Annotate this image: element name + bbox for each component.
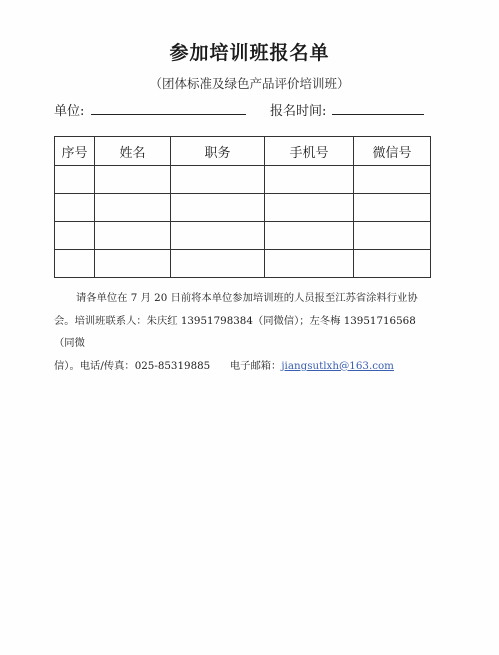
table-row [55, 222, 431, 250]
header-name: 姓名 [95, 137, 171, 166]
serial-number-cell[interactable] [55, 250, 95, 278]
serial-number-cell[interactable] [55, 166, 95, 194]
unit-label: 单位: [54, 104, 85, 119]
wechat-cell[interactable] [354, 222, 431, 250]
serial-number-cell[interactable] [55, 194, 95, 222]
table-header-row [55, 137, 431, 166]
mobile-cell[interactable] [265, 222, 354, 250]
notice-line-phone-email [54, 355, 432, 378]
form-title: 参加培训班报名单 [169, 42, 330, 64]
wechat-cell[interactable] [354, 194, 431, 222]
name-cell[interactable] [95, 194, 171, 222]
registration-time-label: 报名时间: [270, 104, 327, 119]
header-wechat-id: 微信号 [354, 137, 431, 166]
table-row [55, 194, 431, 222]
email-link[interactable]: jiangsutlxh@163.com [281, 359, 394, 372]
phone-fax-text: 信）。电话/传真：025-85319885 电子邮箱： [54, 359, 282, 372]
table-row [55, 166, 431, 194]
serial-number-cell[interactable] [55, 222, 95, 250]
header-mobile-number: 手机号 [265, 137, 354, 166]
name-cell[interactable] [95, 166, 171, 194]
wechat-cell[interactable] [354, 166, 431, 194]
registration-time-field[interactable] [332, 114, 424, 115]
notice-line-contacts: 会。培训班联系人：朱庆红 13951798384（同微信）；左冬梅 13951716568（同微 [54, 314, 416, 350]
position-cell[interactable] [171, 194, 265, 222]
unit-field[interactable] [91, 114, 246, 115]
mobile-cell[interactable] [265, 166, 354, 194]
position-cell[interactable] [171, 166, 265, 194]
registration-table [54, 136, 431, 278]
header-serial-number: 序号 [55, 137, 95, 166]
position-cell[interactable] [171, 250, 265, 278]
registration-notice [54, 287, 432, 377]
table-row [55, 250, 431, 278]
mobile-cell[interactable] [265, 250, 354, 278]
form-subtitle: （团体标准及绿色产品评价培训班） [149, 76, 350, 91]
mobile-cell[interactable] [265, 194, 354, 222]
name-cell[interactable] [95, 250, 171, 278]
notice-line-deadline: 请各单位在 7 月 20 日前将本单位参加培训班的人员报至江苏省涂料行业协 [76, 292, 418, 304]
wechat-cell[interactable] [354, 250, 431, 278]
position-cell[interactable] [171, 222, 265, 250]
name-cell[interactable] [95, 222, 171, 250]
header-position: 职务 [171, 137, 265, 166]
